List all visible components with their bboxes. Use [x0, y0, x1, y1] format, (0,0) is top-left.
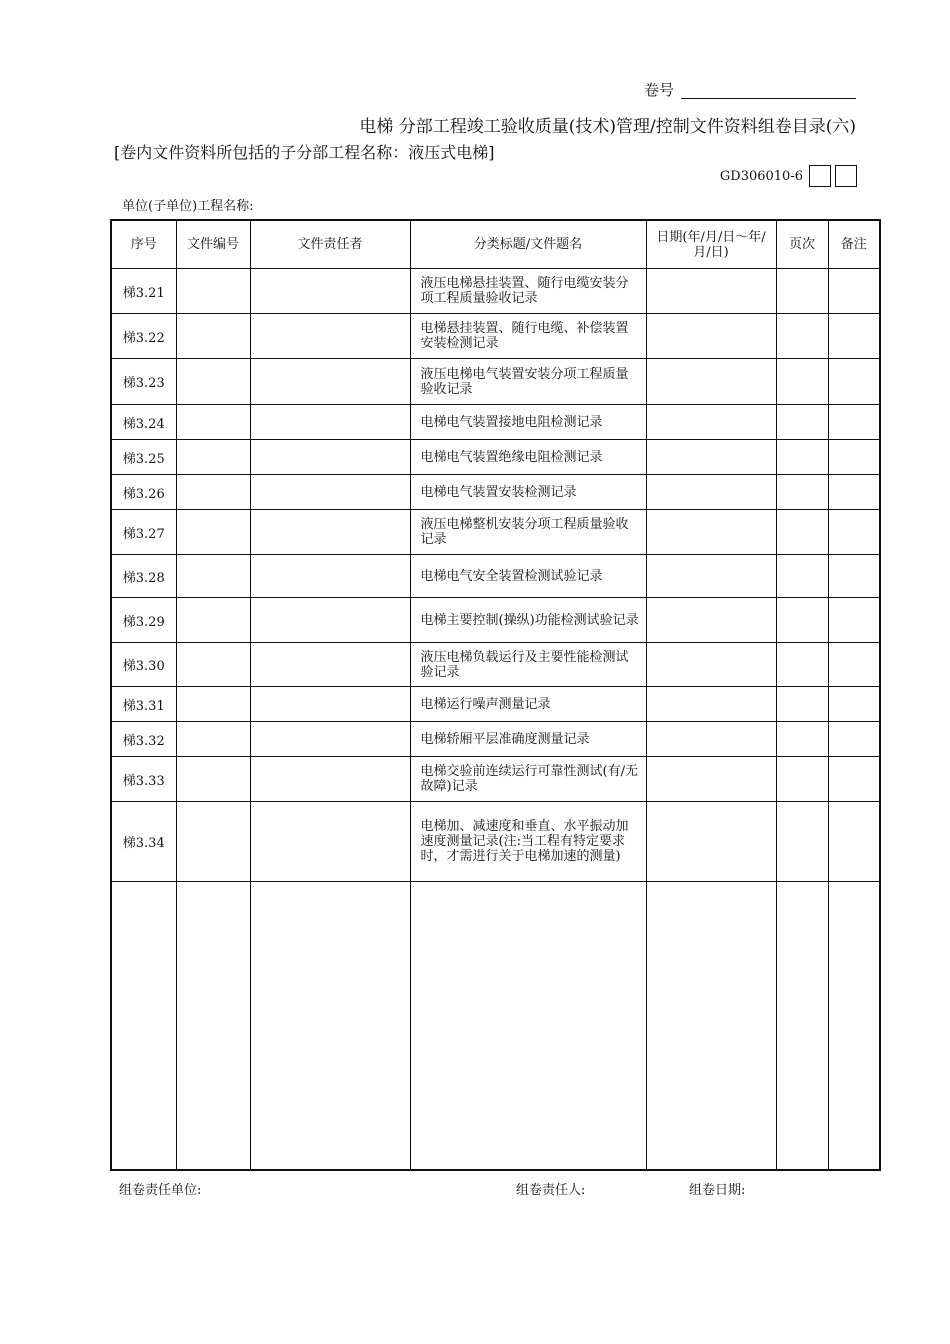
row-file-number[interactable] [176, 510, 250, 555]
row-responsible[interactable] [250, 440, 410, 475]
blank-cell[interactable] [828, 882, 880, 1171]
row-date[interactable] [646, 598, 776, 643]
table-row [111, 555, 880, 598]
table-header-row [111, 220, 880, 269]
blank-cell[interactable] [776, 882, 828, 1171]
row-responsible[interactable] [250, 359, 410, 405]
col-header-title: 分类标题/文件题名 [410, 220, 646, 269]
row-remarks[interactable] [828, 643, 880, 687]
row-no: 梯3.25 [111, 440, 176, 475]
row-title: 电梯加、减速度和垂直、水平振动加速度测量记录(注:当工程有特定要求时，才需进行关于电梯加速的测量) [410, 802, 646, 882]
row-title: 电梯电气装置绝缘电阻检测记录 [410, 440, 646, 475]
row-no: 梯3.28 [111, 555, 176, 598]
row-date[interactable] [646, 440, 776, 475]
row-date[interactable] [646, 269, 776, 314]
blank-cell[interactable] [410, 882, 646, 1171]
row-date[interactable] [646, 687, 776, 722]
row-no: 梯3.21 [111, 269, 176, 314]
row-pages[interactable] [776, 475, 828, 510]
row-title: 电梯主要控制(操纵)功能检测试验记录 [410, 598, 646, 643]
row-no: 梯3.33 [111, 757, 176, 802]
row-title: 液压电梯悬挂装置、随行电缆安装分项工程质量验收记录 [410, 269, 646, 314]
col-header-responsible: 文件责任者 [250, 220, 410, 269]
row-file-number[interactable] [176, 722, 250, 757]
row-responsible[interactable] [250, 314, 410, 359]
row-file-number[interactable] [176, 269, 250, 314]
row-no: 梯3.30 [111, 643, 176, 687]
row-file-number[interactable] [176, 802, 250, 882]
row-file-number[interactable] [176, 687, 250, 722]
row-date[interactable] [646, 359, 776, 405]
row-no: 梯3.22 [111, 314, 176, 359]
row-title: 电梯悬挂装置、随行电缆、补偿装置安装检测记录 [410, 314, 646, 359]
volume-number-field[interactable] [681, 98, 856, 99]
row-responsible[interactable] [250, 802, 410, 882]
row-pages[interactable] [776, 405, 828, 440]
row-pages[interactable] [776, 802, 828, 882]
row-title: 液压电梯负载运行及主要性能检测试验记录 [410, 643, 646, 687]
row-title: 液压电梯整机安装分项工程质量验收记录 [410, 510, 646, 555]
row-remarks[interactable] [828, 440, 880, 475]
table-row [111, 598, 880, 643]
row-remarks[interactable] [828, 722, 880, 757]
unit-project-name-label: 单位(子单位)工程名称: [122, 199, 254, 214]
row-no: 梯3.29 [111, 598, 176, 643]
table-row [111, 475, 880, 510]
col-header-pages: 页次 [776, 220, 828, 269]
row-pages[interactable] [776, 314, 828, 359]
subtitle: [卷内文件资料所包括的子分部工程名称：液压式电梯] [114, 143, 495, 162]
row-date[interactable] [646, 314, 776, 359]
row-pages[interactable] [776, 722, 828, 757]
blank-cell[interactable] [111, 882, 176, 1171]
col-header-no: 序号 [111, 220, 176, 269]
table-row [111, 440, 880, 475]
row-file-number[interactable] [176, 440, 250, 475]
row-date[interactable] [646, 643, 776, 687]
row-remarks[interactable] [828, 757, 880, 802]
table-row [111, 510, 880, 555]
col-header-file-number: 文件编号 [176, 220, 250, 269]
footer-date-label: 组卷日期: [689, 1183, 746, 1198]
row-responsible[interactable] [250, 510, 410, 555]
row-no: 梯3.23 [111, 359, 176, 405]
table-row [111, 405, 880, 440]
row-remarks[interactable] [828, 598, 880, 643]
blank-row [111, 882, 880, 1171]
row-no: 梯3.26 [111, 475, 176, 510]
table-row [111, 722, 880, 757]
row-file-number[interactable] [176, 555, 250, 598]
table-row [111, 314, 880, 359]
blank-cell[interactable] [176, 882, 250, 1171]
row-title: 电梯电气安全装置检测试验记录 [410, 555, 646, 598]
row-pages[interactable] [776, 440, 828, 475]
row-file-number[interactable] [176, 475, 250, 510]
volume-number-label: 卷号 [644, 81, 675, 99]
row-responsible[interactable] [250, 405, 410, 440]
row-date[interactable] [646, 802, 776, 882]
row-remarks[interactable] [828, 802, 880, 882]
row-title: 电梯电气装置接地电阻检测记录 [410, 405, 646, 440]
row-no: 梯3.31 [111, 687, 176, 722]
row-responsible[interactable] [250, 475, 410, 510]
blank-cell[interactable] [250, 882, 410, 1171]
col-header-date: 日期(年/月/日～年/月/日) [646, 220, 776, 269]
row-remarks[interactable] [828, 475, 880, 510]
row-file-number[interactable] [176, 314, 250, 359]
row-title: 电梯电气装置安装检测记录 [410, 475, 646, 510]
row-pages[interactable] [776, 687, 828, 722]
table-row [111, 802, 880, 882]
row-file-number[interactable] [176, 757, 250, 802]
row-pages[interactable] [776, 598, 828, 643]
row-pages[interactable] [776, 555, 828, 598]
row-remarks[interactable] [828, 405, 880, 440]
row-responsible[interactable] [250, 269, 410, 314]
row-date[interactable] [646, 510, 776, 555]
row-no: 梯3.27 [111, 510, 176, 555]
row-date[interactable] [646, 555, 776, 598]
row-no: 梯3.32 [111, 722, 176, 757]
row-pages[interactable] [776, 757, 828, 802]
row-file-number[interactable] [176, 359, 250, 405]
row-remarks[interactable] [828, 510, 880, 555]
footer-person-label: 组卷责任人: [516, 1183, 586, 1198]
row-no: 梯3.34 [111, 802, 176, 882]
catalog-table [110, 219, 881, 1171]
row-date[interactable] [646, 722, 776, 757]
table-row [111, 359, 880, 405]
form-code-box-2[interactable] [835, 165, 857, 187]
row-responsible[interactable] [250, 555, 410, 598]
row-file-number[interactable] [176, 643, 250, 687]
row-pages[interactable] [776, 510, 828, 555]
row-remarks[interactable] [828, 269, 880, 314]
row-no: 梯3.24 [111, 405, 176, 440]
form-code: GD306010-6 [719, 168, 803, 184]
page-title: 电梯 分部工程竣工验收质量(技术)管理/控制文件资料组卷目录(六) [359, 117, 856, 137]
row-remarks[interactable] [828, 555, 880, 598]
row-date[interactable] [646, 475, 776, 510]
row-remarks[interactable] [828, 687, 880, 722]
table-row [111, 687, 880, 722]
row-remarks[interactable] [828, 359, 880, 405]
row-responsible[interactable] [250, 643, 410, 687]
row-title: 电梯交验前连续运行可靠性测试(有/无故障)记录 [410, 757, 646, 802]
row-title: 液压电梯电气装置安装分项工程质量验收记录 [410, 359, 646, 405]
table-row [111, 269, 880, 314]
row-responsible[interactable] [250, 722, 410, 757]
table-row [111, 643, 880, 687]
row-responsible[interactable] [250, 757, 410, 802]
row-file-number[interactable] [176, 598, 250, 643]
row-title: 电梯轿厢平层准确度测量记录 [410, 722, 646, 757]
row-responsible[interactable] [250, 687, 410, 722]
row-date[interactable] [646, 405, 776, 440]
form-code-box-1[interactable] [809, 165, 831, 187]
row-date[interactable] [646, 757, 776, 802]
form-code-area [600, 164, 857, 188]
blank-cell[interactable] [646, 882, 776, 1171]
row-remarks[interactable] [828, 314, 880, 359]
row-responsible[interactable] [250, 598, 410, 643]
footer-unit-label: 组卷责任单位: [119, 1183, 202, 1198]
row-title: 电梯运行噪声测量记录 [410, 687, 646, 722]
row-pages[interactable] [776, 269, 828, 314]
table-row [111, 757, 880, 802]
row-file-number[interactable] [176, 405, 250, 440]
row-pages[interactable] [776, 359, 828, 405]
col-header-remarks: 备注 [828, 220, 880, 269]
row-pages[interactable] [776, 643, 828, 687]
